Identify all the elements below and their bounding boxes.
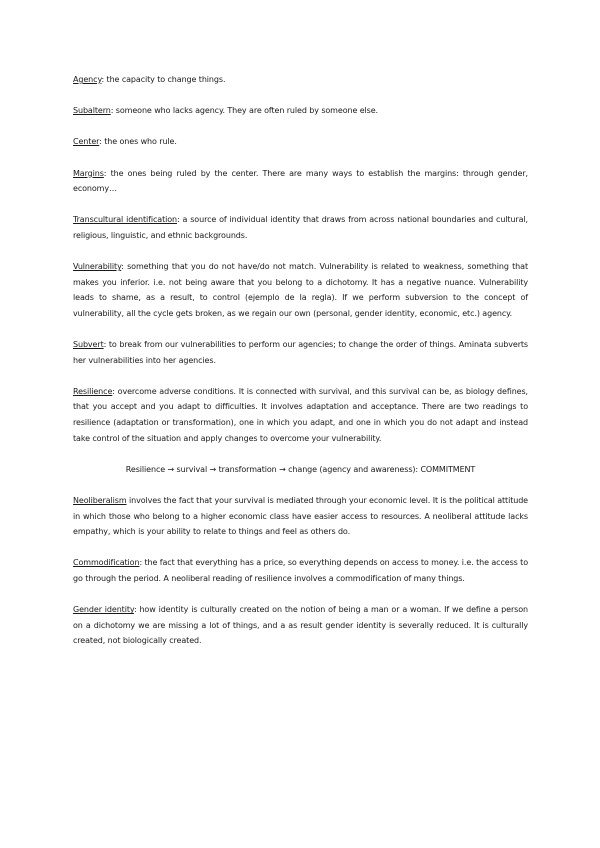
definition-margins — [73, 166, 528, 197]
term-subaltern: Subaltern — [73, 106, 111, 116]
definition-center — [73, 134, 528, 150]
definition-subvert — [73, 337, 528, 368]
definition-text: the ones being ruled by the center. There are many ways to establish the margins: through gender, economy… — [73, 168, 529, 194]
term-resilience: Resilience — [73, 386, 113, 396]
separator: : — [99, 137, 105, 147]
definition-agency — [73, 72, 528, 88]
definition-text: the ones who rule. — [104, 137, 177, 147]
document-page — [73, 72, 528, 665]
separator: : — [139, 558, 145, 568]
term-agency: Agency — [73, 75, 102, 84]
definition-text: overcome adverse conditions. It is connected with survival, and this survival can be, as biology defines, that you accept and you adapt to difficulties. It involves adaptation and acceptance. There are two readings to resilience (adaptation or transformation), one in which you adapt, and one in which you do not adapt and instead take control of the situation and apply changes to overcome your vulnerability. — [73, 386, 529, 443]
definition-vulnerability — [73, 259, 528, 321]
definition-text: how identity is culturally created on the notion of being a man or a woman. If we define a person on a dichotomy we are missing a lot of things, and a as result gender identity is severally reduced. It is culturally created, not biologically created. — [73, 605, 529, 646]
definition-gender-identity — [73, 602, 528, 649]
separator: : — [110, 106, 116, 116]
term-vulnerability: Vulnerability — [73, 262, 122, 272]
definition-text: someone who lacks agency. They are often ruled by someone else. — [115, 106, 379, 116]
definition-commodification — [73, 555, 528, 586]
separator: : — [133, 605, 140, 615]
separator: : — [103, 340, 109, 350]
definition-neoliberalism — [73, 493, 528, 540]
term-transcultural-identification: Transcultural identification — [73, 215, 177, 225]
separator: : — [101, 75, 107, 84]
term-center: Center — [73, 137, 100, 147]
definition-text: the capacity to change things. — [106, 75, 226, 84]
definition-text: involves the fact that your survival is mediated through your economic level. It is the political attitude in which those who belong to a higher economic class have easier access to resources. A neoliberal attitude lacks empathy, which is your ability to relate to things and feel as others do. — [73, 496, 528, 537]
separator: : — [177, 215, 183, 225]
term-margins: Margins — [73, 168, 104, 178]
separator: : — [112, 386, 118, 396]
separator: : — [103, 168, 111, 178]
term-subvert: Subvert — [73, 340, 104, 350]
definition-resilience — [73, 384, 528, 446]
definition-subaltern — [73, 103, 528, 119]
definition-text: to break from our vulnerabilities to perform our agencies; to change the order of things. Aminata subverts her vulnerabilities into her agencies. — [73, 340, 528, 365]
definition-text: something that you do not have/do not match. Vulnerability is related to weakness, something that makes you inferior. i.e. not being aware that you belong to a dichotomy. It has a negative nuance. Vulnerability leads to shame, as a result, to control (ejemplo de la regla). If we perform subversion to the concept of vulnerability, all the cycle gets broken, as we regain our own (personal, gender identity, economic, etc.) agency. — [73, 262, 528, 318]
term-gender-identity: Gender identity — [73, 605, 134, 615]
definition-transcultural-identification — [73, 212, 528, 243]
resilience-chain-line: Resilience → survival → transformation → change (agency and awareness): COMMITMENT — [125, 464, 476, 474]
term-neoliberalism: Neoliberalism — [73, 496, 127, 506]
definition-text: a source of individual identity that draws from across national boundaries and cultural, religious, linguistic, and ethnic backgrounds. — [73, 215, 528, 240]
definition-text: the fact that everything has a price, so everything depends on access to money. i.e. the access to go through the period. A neoliberal reading of resilience involves a commodification of many things. — [73, 558, 528, 583]
term-commodification: Commodification — [73, 558, 140, 568]
separator: : — [121, 262, 128, 272]
